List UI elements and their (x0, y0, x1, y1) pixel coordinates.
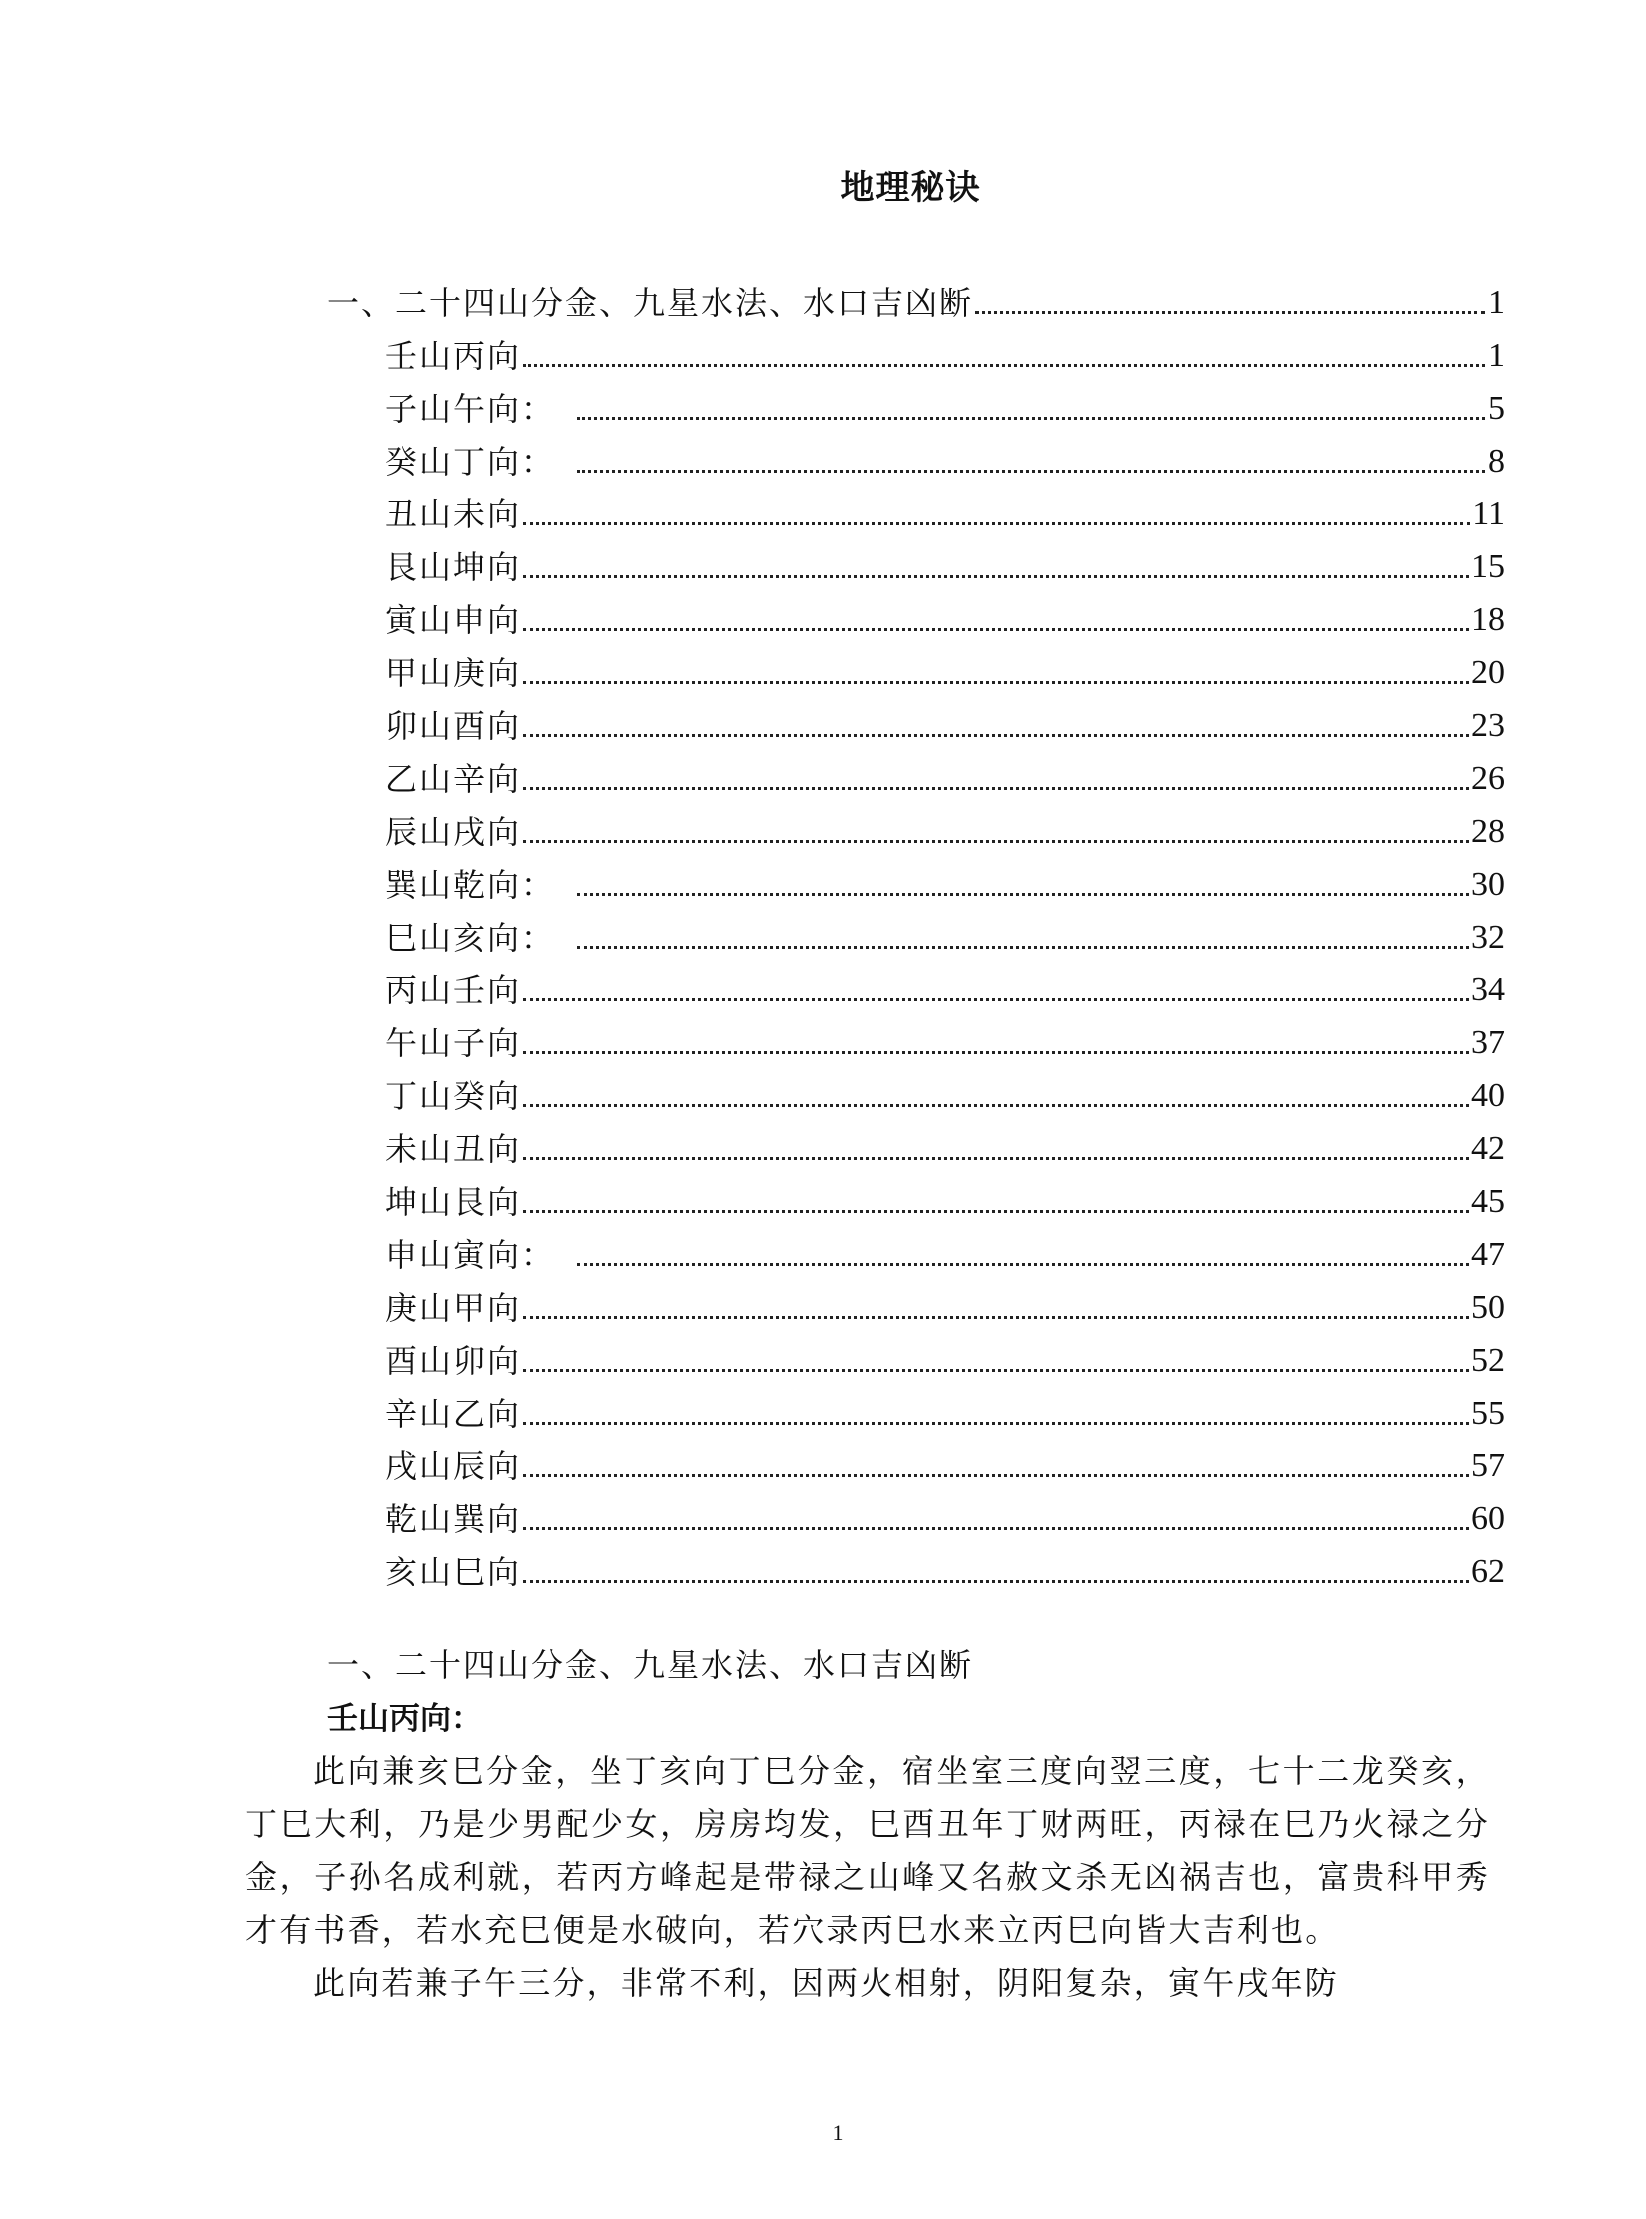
toc-entry-page: 32 (1471, 918, 1505, 956)
toc-entry-page: 60 (1471, 1500, 1505, 1538)
toc-entry-label: 丑山未向 (385, 495, 522, 534)
toc-dot-leader (523, 600, 1469, 640)
toc-entry-label: 卯山酉向 (385, 707, 522, 746)
toc-entry-label: 壬山丙向 (385, 336, 522, 375)
toc-entry-label: 甲山庚向 (385, 654, 522, 693)
paragraph: 此向兼亥巳分金，坐丁亥向丁巳分金，宿坐室三度向翌三度，七十二龙癸亥，丁巳大利，乃是少男配少女，房房均发，巳酉丑年丁财两旺，丙禄在巳乃火禄之分金，子孙名成利就，若丙方峰起是带禄之山峰又名赦文杀无凶祸吉也，富贵科甲秀才有书香，若水充巳便是水破向，若穴录丙巳水来立丙巳向皆大吉利也。 (245, 1752, 1490, 1949)
sub-heading: 壬山丙向： (327, 1701, 482, 1737)
toc-dot-leader (577, 865, 1469, 905)
toc-entry[interactable] (327, 1328, 1505, 1381)
toc-entry-label: 午山子向 (385, 1024, 522, 1063)
body-text (245, 1745, 1490, 2010)
toc-entry-label: 丙山壬向 (385, 971, 522, 1010)
toc-entry-label: 庚山甲向 (385, 1288, 522, 1327)
toc-entry[interactable] (327, 1539, 1505, 1592)
page-number: 1 (832, 2120, 844, 2145)
toc-entry-page: 52 (1471, 1341, 1505, 1379)
toc-entry-page: 28 (1471, 812, 1505, 850)
toc-entry-page: 47 (1471, 1235, 1505, 1273)
toc-entry-page: 50 (1471, 1288, 1505, 1326)
toc-dot-leader (523, 653, 1469, 693)
toc-entry[interactable] (327, 376, 1505, 429)
toc-dot-leader (523, 547, 1469, 587)
table-of-contents (327, 270, 1505, 1592)
toc-dot-leader (523, 336, 1485, 376)
toc-entry-page: 55 (1471, 1394, 1505, 1432)
toc-entry[interactable] (327, 1381, 1505, 1434)
toc-entry-label: 寅山申向 (385, 601, 522, 640)
toc-entry-label: 丁山癸向 (385, 1077, 522, 1116)
toc-entry-label: 坤山艮向 (385, 1183, 522, 1222)
toc-entry-label: 乾山巽向 (385, 1500, 522, 1539)
toc-dot-leader (577, 918, 1469, 958)
toc-entry-label: 申山寅向： (385, 1235, 556, 1274)
toc-entry-page: 30 (1471, 865, 1505, 903)
toc-entry-label: 巽山乾向： (385, 865, 556, 904)
toc-entry-page: 8 (1488, 442, 1505, 480)
toc-entry[interactable] (327, 905, 1505, 958)
toc-dot-leader (523, 706, 1469, 746)
toc-dot-leader (523, 759, 1469, 799)
toc-entry-label: 艮山坤向 (385, 548, 522, 587)
toc-entry[interactable] (327, 746, 1505, 799)
toc-entry-page: 37 (1471, 1024, 1505, 1062)
toc-entry[interactable] (327, 429, 1505, 482)
toc-dot-leader (577, 442, 1485, 482)
paragraph: 此向若兼子午三分，非常不利，因两火相射，阴阳复杂，寅午戌年防 (313, 1964, 1340, 2002)
toc-entry[interactable] (327, 1010, 1505, 1063)
toc-entry[interactable] (327, 1063, 1505, 1116)
toc-entry[interactable] (327, 1222, 1505, 1275)
toc-dot-leader (523, 1076, 1469, 1116)
toc-dot-leader (523, 1394, 1469, 1434)
toc-entry-label: 乙山辛向 (385, 759, 522, 798)
toc-dot-leader (975, 283, 1485, 323)
toc-entry-label: 子山午向： (385, 389, 556, 428)
toc-entry-label: 巳山亥向： (385, 918, 556, 957)
toc-entry-page: 26 (1471, 759, 1505, 797)
toc-entry-page: 18 (1471, 601, 1505, 639)
toc-entry[interactable] (327, 482, 1505, 535)
toc-entry-page: 5 (1488, 389, 1505, 427)
toc-entry[interactable] (327, 1169, 1505, 1222)
toc-entry[interactable] (327, 1486, 1505, 1539)
toc-entry-label: 一、二十四山分金、九星水法、水口吉凶断 (327, 283, 974, 322)
toc-entry-page: 42 (1471, 1130, 1505, 1168)
toc-entry-page: 40 (1471, 1077, 1505, 1115)
toc-entry-label: 辛山乙向 (385, 1394, 522, 1433)
toc-entry-label: 辰山戌向 (385, 812, 522, 851)
toc-entry[interactable] (327, 270, 1505, 323)
toc-entry[interactable] (327, 958, 1505, 1011)
toc-entry[interactable] (327, 799, 1505, 852)
toc-dot-leader (523, 1288, 1469, 1328)
toc-entry-page: 11 (1472, 495, 1505, 533)
toc-entry-label: 亥山巳向 (385, 1553, 522, 1592)
toc-entry[interactable] (327, 640, 1505, 693)
toc-entry-label: 未山丑向 (385, 1130, 522, 1169)
toc-entry-page: 1 (1488, 336, 1505, 374)
toc-entry-label: 酉山卯向 (385, 1341, 522, 1380)
section-heading: 一、二十四山分金、九星水法、水口吉凶断 (327, 1646, 974, 1684)
toc-dot-leader (523, 494, 1470, 534)
toc-entry[interactable] (327, 534, 1505, 587)
toc-entry[interactable] (327, 323, 1505, 376)
toc-entry[interactable] (327, 852, 1505, 905)
toc-dot-leader (523, 1129, 1469, 1169)
toc-entry-page: 1 (1488, 283, 1505, 321)
toc-entry[interactable] (327, 1275, 1505, 1328)
toc-entry[interactable] (327, 1116, 1505, 1169)
toc-dot-leader (523, 1552, 1469, 1592)
toc-entry-page: 15 (1471, 548, 1505, 586)
toc-entry[interactable] (327, 693, 1505, 746)
toc-dot-leader (577, 389, 1485, 429)
toc-entry-page: 45 (1471, 1183, 1505, 1221)
toc-entry[interactable] (327, 1434, 1505, 1487)
toc-entry-page: 57 (1471, 1447, 1505, 1485)
toc-dot-leader (523, 1023, 1469, 1063)
toc-entry-page: 62 (1471, 1553, 1505, 1591)
toc-entry[interactable] (327, 587, 1505, 640)
toc-dot-leader (523, 970, 1469, 1010)
toc-dot-leader (523, 1341, 1469, 1381)
toc-dot-leader (577, 1235, 1469, 1275)
toc-dot-leader (523, 1499, 1469, 1539)
toc-entry-page: 20 (1471, 654, 1505, 692)
toc-dot-leader (523, 1446, 1469, 1486)
toc-entry-label: 戌山辰向 (385, 1447, 522, 1486)
toc-dot-leader (523, 812, 1469, 852)
toc-dot-leader (523, 1182, 1469, 1222)
toc-entry-page: 23 (1471, 707, 1505, 745)
toc-entry-page: 34 (1471, 971, 1505, 1009)
toc-entry-label: 癸山丁向： (385, 442, 556, 481)
document-title: 地理秘诀 (840, 168, 981, 208)
